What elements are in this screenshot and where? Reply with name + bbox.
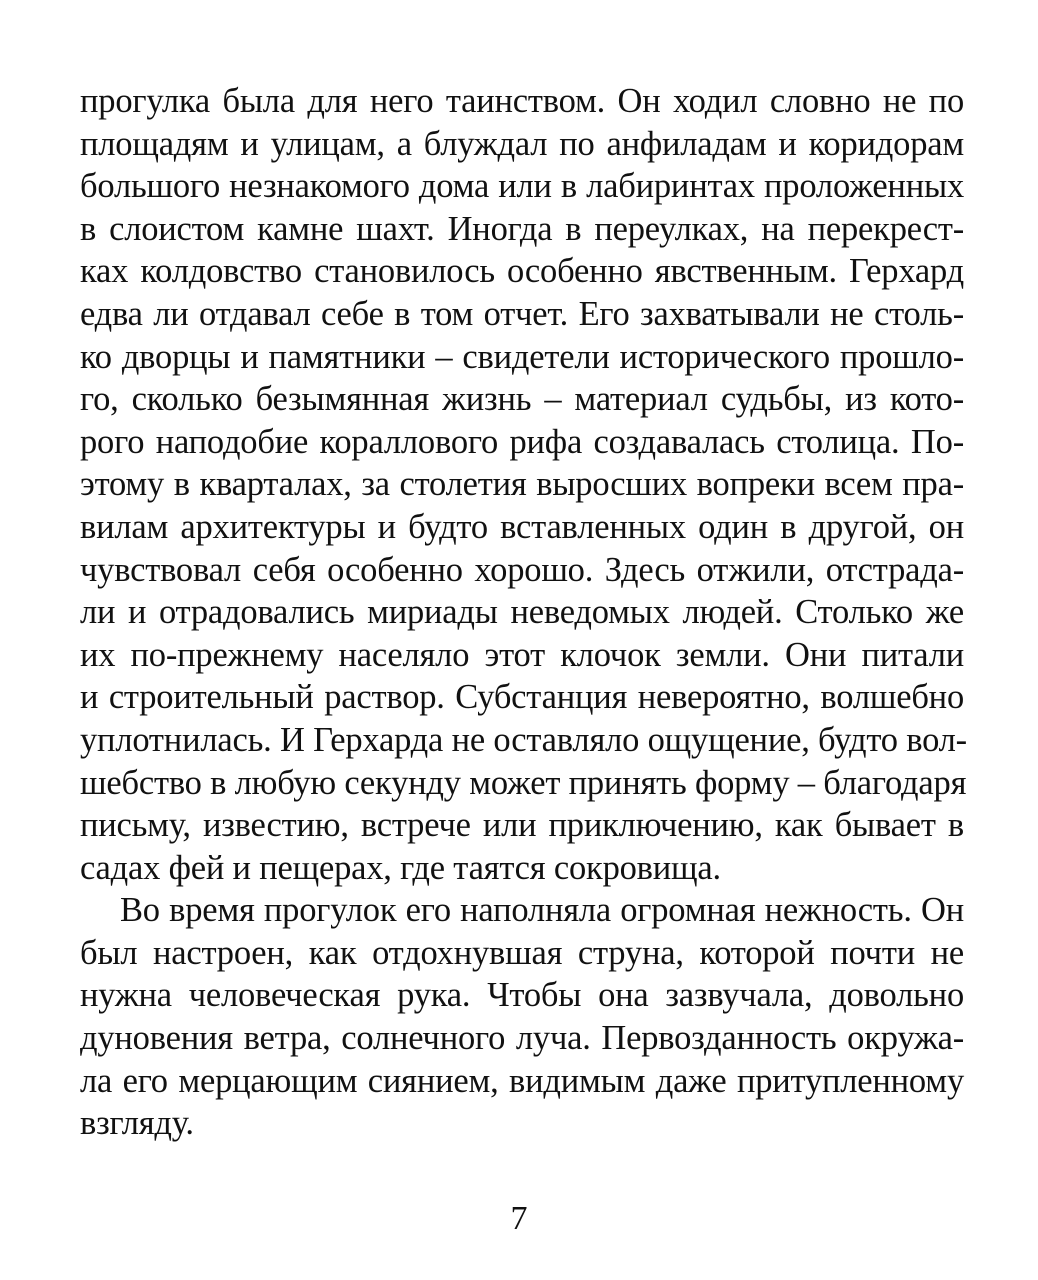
text-line: вилам архитектуры и будто вставленных один в другой, он [80, 507, 964, 546]
text-line: и строительный раствор. Субстанция невероятно, волшебно [80, 678, 964, 717]
text-line: чувствовал себя особенно хорошо. Здесь отжили, отстрада- [80, 550, 964, 589]
text-line: дуновения ветра, солнечного луча. Первозданность окружа- [80, 1019, 964, 1058]
text-line: ках колдовство становилось особенно явственным. Герхард [80, 252, 964, 291]
text-line: площадям и улицам, а блуждал по анфиладам и коридорам [80, 124, 964, 163]
text-line: большого незнакомого дома или в лабиринтах проложенных [80, 167, 964, 206]
text-line: рого наподобие кораллового рифа создавалась столица. По- [80, 422, 964, 461]
text-line: ли и отрадовались мириады неведомых людей. Столько же [80, 593, 964, 632]
text-line: был настроен, как отдохнувшая струна, которой почти не [80, 933, 964, 972]
page-body [80, 80, 967, 1145]
page-number: 7 [510, 1200, 528, 1237]
text-line: едва ли отдавал себе в том отчет. Его захватывали не столь- [80, 294, 964, 333]
text-line: их по-прежнему населяло этот клочок земли. Они питали [80, 635, 964, 674]
text-line: садах фей и пещерах, где таятся сокровища. [80, 848, 721, 887]
text-line: нужна человеческая рука. Чтобы она зазвучала, довольно [80, 976, 964, 1015]
text-line: уплотнилась. И Герхарда не оставляло ощущение, будто вол- [80, 720, 967, 759]
text-line: шебство в любую секунду может принять форму – благодаря [80, 763, 967, 802]
text-line: го, сколько безымянная жизнь – материал судьбы, из кото- [80, 380, 964, 419]
paragraph-2 [80, 889, 964, 1145]
text-line: прогулка была для него таинством. Он ходил словно не по [80, 82, 964, 120]
text-line: ла его мерцающим сиянием, видимым даже притупленному [80, 1061, 964, 1100]
text-line: письму, известию, встрече или приключению, как бывает в [80, 806, 964, 845]
text-line: ко дворцы и памятники – свидетели исторического прошло- [80, 337, 964, 376]
paragraph-1 [80, 80, 967, 889]
text-line: этому в кварталах, за столетия выросших вопреки всем пра- [80, 465, 964, 504]
text-line: взгляду. [80, 1104, 194, 1143]
text-line: Во время прогулок его наполняла огромная нежность. Он [120, 891, 964, 930]
text-line: в слоистом камне шахт. Иногда в переулках, на перекрест- [80, 209, 964, 248]
